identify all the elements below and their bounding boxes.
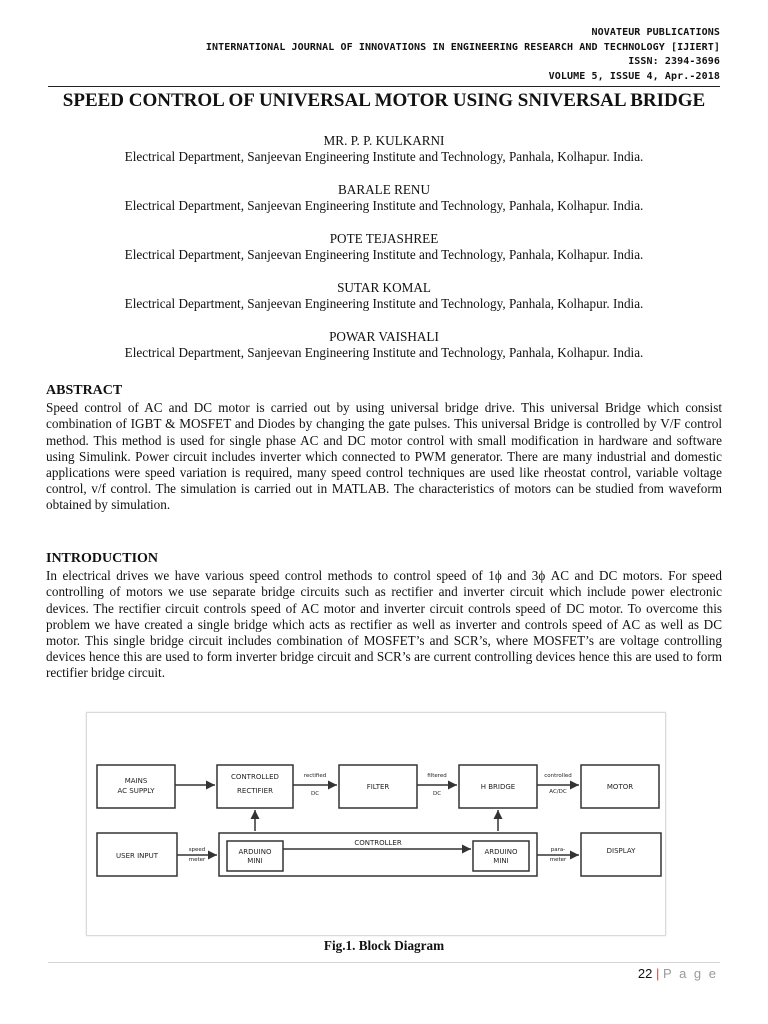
author-affiliation: Electrical Department, Sanjeevan Engineering Institute and Technology, Panhala, Kolhapur. India. <box>124 296 644 311</box>
arduino-mini-block-2 <box>473 841 529 871</box>
rectified-dc-label-line2: DC <box>310 791 320 797</box>
page-word: P a g e <box>663 966 718 981</box>
author-name: MR. P. P. KULKARNI <box>323 133 445 148</box>
introduction-section <box>46 551 722 682</box>
figure-caption: Fig.1. Block Diagram <box>323 938 445 953</box>
block-diagram-figure <box>86 712 666 936</box>
controller-label: CONTROLLER <box>354 839 402 847</box>
header-rule <box>48 86 720 87</box>
rectifier-label-line2: RECTIFIER <box>237 787 273 795</box>
user-input-label: USER INPUT <box>116 852 158 860</box>
rectifier-label-line1: CONTROLLED <box>231 773 279 781</box>
author-block <box>40 133 728 165</box>
author-name: SUTAR KOMAL <box>337 280 431 295</box>
block-diagram <box>87 713 665 935</box>
author-name: POTE TEJASHREE <box>329 231 439 246</box>
author-name: POWAR VAISHALI <box>329 329 439 344</box>
author-list <box>40 133 728 378</box>
arduino-1-label-line1: ARDUINO <box>238 848 272 856</box>
author-name: BARALE RENU <box>338 182 430 197</box>
footer-separator: | <box>656 966 660 981</box>
parameter-label-line1: para- <box>550 847 566 853</box>
display-label: DISPLAY <box>606 847 636 855</box>
motor-label: MOTOR <box>606 783 634 791</box>
parameter-label-line2: meter <box>549 857 567 863</box>
publisher-name: NOVATEUR PUBLICATIONS <box>591 27 720 38</box>
author-affiliation: Electrical Department, Sanjeevan Engineering Institute and Technology, Panhala, Kolhapur. India. <box>124 345 644 360</box>
abstract-section <box>46 383 722 514</box>
author-affiliation: Electrical Department, Sanjeevan Engineering Institute and Technology, Panhala, Kolhapur. India. <box>124 149 644 164</box>
introduction-text: In electrical drives we have various speed control methods to control speed of 1ϕ and 3ϕ AC and DC motors. For speed controlling of motors we use separate bridge circuits such as rectifier and inverter circuit which include power electronic devices. The rectifier circuit controls speed of AC motor and inverter circuit controls speed of DC motor. To overcome this problem we have created a single bridge which acts as rectifier as well as inverter and controls speed of AC as well as DC motor. This single bridge circuit includes combination of MOSFET’s and SCR’s, where MOSFET’s are voltage controlling devices hence this are used to form inverter bridge circuit and SCR’s are current controlling devices hence this are used to form rectifier bridge circuit. <box>46 568 722 681</box>
author-block <box>40 280 728 312</box>
arduino-2-label-line1: ARDUINO <box>484 848 518 856</box>
speed-meter-label-line1: speed <box>188 847 206 853</box>
filtered-dc-label-line1: filtered <box>427 773 447 779</box>
arduino-mini-block-1 <box>227 841 283 871</box>
introduction-heading: INTRODUCTION <box>46 551 159 566</box>
arduino-2-label-line2: MINI <box>493 857 509 865</box>
page-footer <box>638 966 718 981</box>
volume-issue: VOLUME 5, ISSUE 4, Apr.-2018 <box>548 70 720 82</box>
author-block <box>40 182 728 214</box>
footer-rule <box>48 962 720 963</box>
author-affiliation: Electrical Department, Sanjeevan Engineering Institute and Technology, Panhala, Kolhapur. India. <box>124 247 644 262</box>
author-block <box>40 329 728 361</box>
h-bridge-label: H BRIDGE <box>480 783 516 791</box>
abstract-text: Speed control of AC and DC motor is carried out by using universal bridge drive. This universal Bridge which consist combination of IGBT & MOSFET and Diodes by changing the gate pulses. This universal Bridge is controlled by V/F control method. This method is used for single phase AC and DC motor control with small modification in hardware and software using Simulink. Power circuit includes inverter which connected to PWM generator. There are many industrial and domestic applications were speed variation is required, many speed control techniques are used like rheostat control, variable voltage control, v/f control. The simulation is carried out in MATLAB. The characteristics of motors can be studied from waveform obtained by simulation. <box>46 400 722 513</box>
rectified-dc-label-line1: rectified <box>303 773 327 779</box>
author-block <box>40 231 728 263</box>
journal-header <box>206 26 720 84</box>
author-affiliation: Electrical Department, Sanjeevan Engineering Institute and Technology, Panhala, Kolhapur. India. <box>124 198 644 213</box>
page-number: 22 <box>637 966 653 981</box>
filter-label: FILTER <box>366 783 390 791</box>
abstract-heading: ABSTRACT <box>46 383 123 398</box>
filtered-dc-label-line2: DC <box>432 791 442 797</box>
issn: ISSN: 2394-3696 <box>628 56 720 67</box>
speed-meter-label-line2: meter <box>188 857 206 863</box>
mains-label-line1: MAINS <box>124 777 148 785</box>
mains-label-line2: AC SUPPLY <box>117 787 155 795</box>
journal-name: INTERNATIONAL JOURNAL OF INNOVATIONS IN ENGINEERING RESEARCH AND TECHNOLOGY [IJIERT] <box>205 41 720 53</box>
paper-title: SPEED CONTROL OF UNIVERSAL MOTOR USING SNIVERSAL BRIDGE <box>62 90 706 111</box>
controlled-ac-dc-label-line2: AC/DC <box>549 789 567 795</box>
arduino-1-label-line2: MINI <box>247 857 263 865</box>
controlled-ac-dc-label-line1: controlled <box>544 773 572 779</box>
